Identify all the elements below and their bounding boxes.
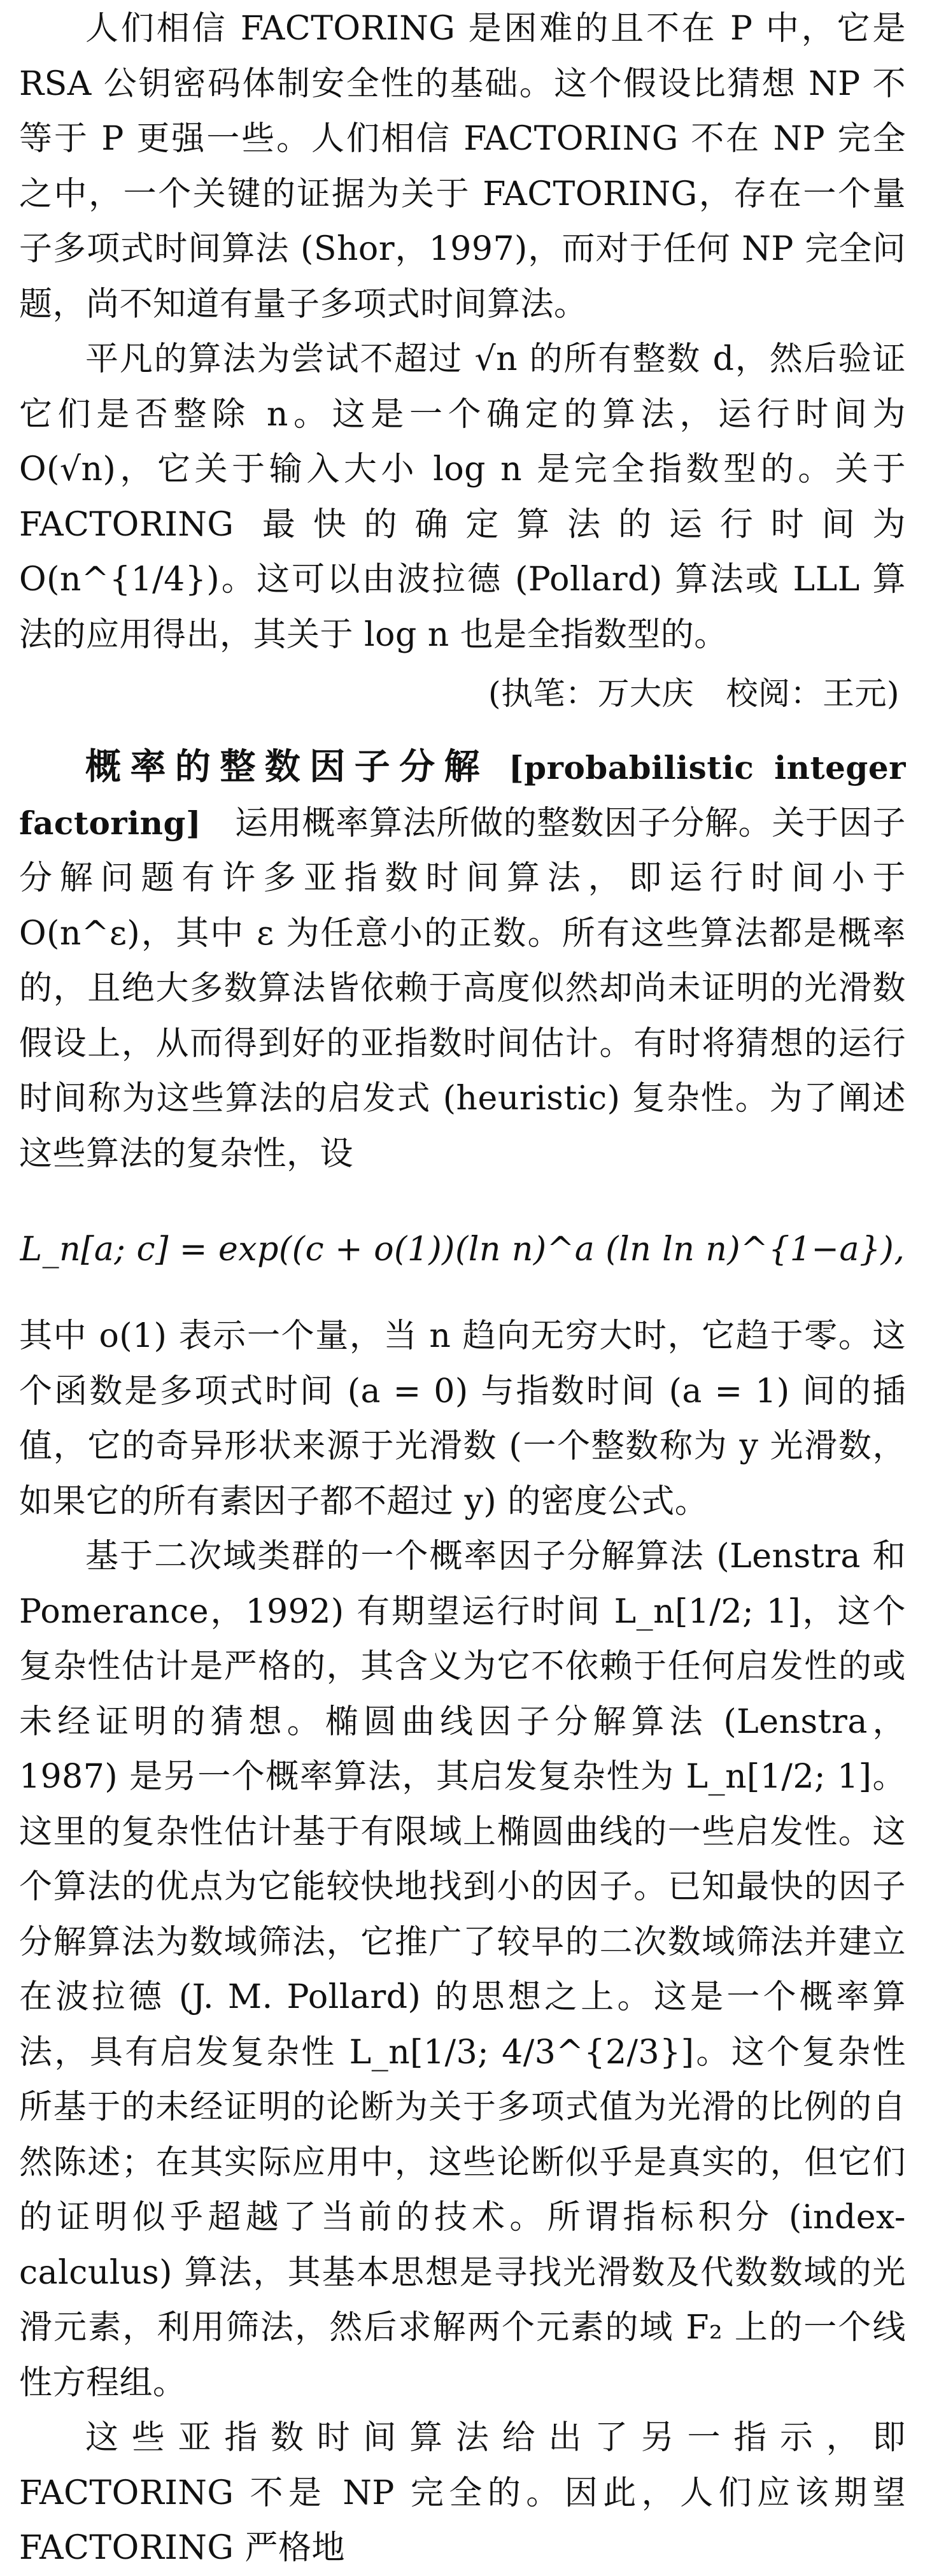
paragraph-o1-explanation: 其中 o(1) 表示一个量，当 n 趋向无穷大时，它趋于零。这个函数是多项式时间 (a = 0) 与指数时间 (a = 1) 间的插值，它的奇异形状来源于光滑数 (一个整数称为 y 光滑数，如果它的所有素因子都不超过 y) 的密度公式。 <box>19 1317 906 1521</box>
entry-term: 概率的整数因子分解 <box>85 746 490 788</box>
formula-l-notation: L_n[a; c] = exp((c + o(1))(ln n)^a (ln ln n)^{1−a}), <box>20 1230 905 1269</box>
entry-english-term: [probabilistic integer factoring] <box>19 749 907 842</box>
paragraph-subexponential-conclusion: 这些亚指数时间算法给出了另一指示，即 FACTORING 不是 NP 完全的。因此，人们应该期望 FACTORING 严格地 <box>19 2419 906 2567</box>
entry-probabilistic-integer-factoring <box>19 740 906 1181</box>
paragraph-factoring-algorithms: 基于二次域类群的一个概率因子分解算法 (Lenstra 和 Pomerance，1992) 有期望运行时间 L_n[1/2; 1]，这个复杂性估计是严格的，其含义为它不依赖于任何启发性的或未经证明的猜想。椭圆曲线因子分解算法 (Lenstra，1987) 是另一个概率算法，其启发复杂性为 L_n[1/2; 1]。这里的复杂性估计基于有限域上椭圆曲线的一些启发性。这个算法的优点为它能较快地找到小的因子。已知最快的因子分解算法为数域筛法，它推广了较早的二次数域筛法并建立在波拉德 (J. M. Pollard) 的思想之上。这是一个概率算法，具有启发复杂性 L_n[1/3; 4/3^{2/3}]。这个复杂性所基于的未经证明的论断为关于多项式值为光滑的比例的自然陈述；在其实际应用中，这些论断似乎是真实的，但它们的证明似乎超越了当前的技术。所谓指标积分 (index-calculus) 算法，其基本思想是寻找光滑数及代数数域的光滑元素，利用筛法，然后求解两个元素的域 F₂ 上的一个线性方程组。 <box>19 1537 906 2402</box>
author-credit: (执笔：万大庆 校阅：王元) <box>488 675 900 712</box>
paragraph-factoring-hardness: 人们相信 FACTORING 是困难的且不在 P 中，它是 RSA 公钥密码体制安全性的基础。这个假设比猜想 NP 不等于 P 更强一些。人们相信 FACTORING 不在 NP 完全之中，一个关键的证据为关于 FACTORING，存在一个量子多项式时间算法 (Shor，1997)，而对于任何 NP 完全问题，尚不知道有量子多项式时间算法。 <box>19 10 906 324</box>
paragraph-trivial-algorithm: 平凡的算法为尝试不超过 √n 的所有整数 d，然后验证它们是否整除 n。这是一个确定的算法，运行时间为 O(√n)，它关于输入大小 log n 是完全指数型的。关于 FACTORING 最快的确定算法的运行时间为 O(n^{1/4})。这可以由波拉德 (Pollard) 算法或 LLL 算法的应用得出，其关于 log n 也是全指数型的。 <box>19 340 906 654</box>
article-page <box>19 0 906 2576</box>
entry-definition: 运用概率算法所做的整数因子分解。关于因子分解问题有许多亚指数时间算法，即运行时间小于 O(n^ε)，其中 ε 为任意小的正数。所有这些算法都是概率的，且绝大多数算法皆依赖于高度似然却尚未证明的光滑数假设上，从而得到好的亚指数时间估计。有时将猜想的运行时间称为这些算法的启发式 (heuristic) 复杂性。为了阐述这些算法的复杂性，设 <box>19 804 906 1173</box>
